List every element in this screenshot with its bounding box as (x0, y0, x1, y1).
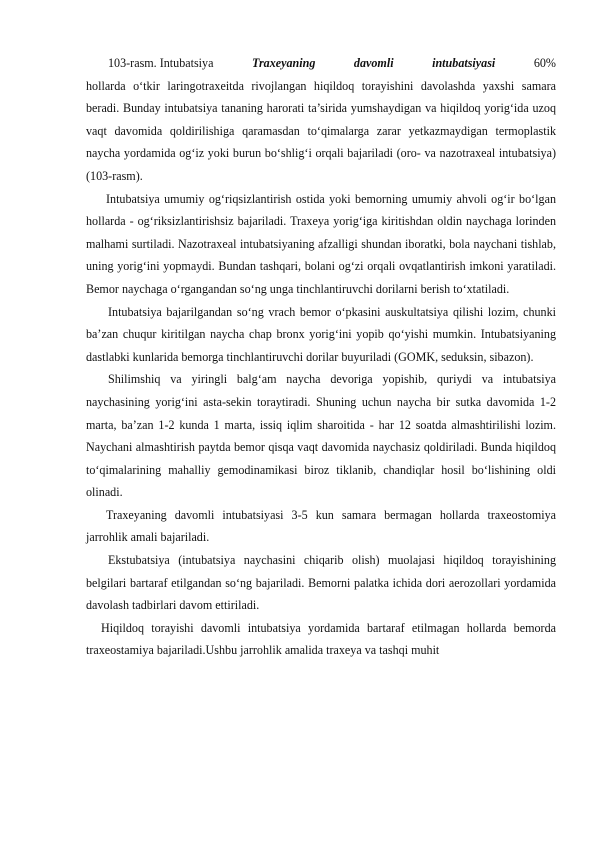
emphasis-word: Traxeyaning (252, 56, 316, 70)
emphasis-word: davomli (353, 56, 394, 70)
paragraph-6: Ekstubatsiya (intubatsiya naychasini chiqarib olish) muolajasi hiqildoq torayishining belgilari bartaraf etilgandan so‘ng bajariladi. Bemorni palatka ichida dori aerozollari yordamida davolash tadbirlari davom ettiriladi. (86, 553, 556, 613)
document-page (86, 52, 556, 662)
paragraph-5: Traxeyaning davomli intubatsiyasi 3-5 kun samara bermagan hollarda traxeostomiya jarrohlik amali bajariladi. (86, 507, 556, 545)
paragraph-1-first-line (86, 52, 556, 75)
paragraph-3: Intubatsiya bajarilgandan so‘ng vrach bemor o‘pkasini auskultatsiya qilishi lozim, chunki ba’zan chuqur kiritilgan naycha chap bronx yorig‘ini yopib qo‘yishi mumkin. Intubatsiyaning dastlabki kunlarida bemorga tinchlantiruvchi dorilar buyuriladi (GOMK, seduksin, sibazon). (86, 304, 556, 364)
paragraph-2: Intubatsiya umumiy og‘riqsizlantirish ostida yoki bemorning umumiy ahvoli og‘ir bo‘lgan hollarda - og‘riksizlantirishsiz bajariladi. Traxeya yorig‘iga kiritishdan oldin naychaga lorinden malhami surtiladi. Nazotraxeal intubatsiyaning afzalligi shundan iboratki, bola naychani tishlab, uning yorig‘ini yopmaydi. Bundan tashqari, bolani og‘zi orqali ovqatlantirish imkoni yaratiladi. Bemor naychaga o‘rgangandan so‘ng unga tinchlantiruvchi dorilarni berish to‘xtatiladi. (86, 191, 556, 296)
percent-value: 60% (533, 56, 556, 70)
paragraph-7: Hiqildoq torayishi davomli intubatsiya yordamida bartaraf etilmagan hollarda bemorda traxeostamiya bajariladi.Ushbu jarrohlik amalida traxeya va tashqi muhit (86, 620, 556, 658)
paragraph-4: Shilimshiq va yiringli balg‘am naycha devoriga yopishib, quriydi va intubatsiya naychasining yorig‘ini asta-sekin toraytiradi. Shuning uchun naycha bir sutka davomida 1-2 marta, ba’zan 1-2 kunda 1 marta, issiq iqlim sharoitida - har 12 soatda almashtirilishi lozim. Naychani almashtirish paytda bemor qisqa vaqt davomida naychasiz qoldiriladi. Bunda hiqildoq to‘qimalarining mahalliy gemodinamikasi biroz tiklanib, chandiqlar hosil bo‘lishining oldi olinadi. (86, 372, 556, 500)
emphasis-word: intubatsiyasi (432, 56, 496, 70)
paragraph-1-body: hollarda o‘tkir laringotraxeitda rivojlangan hiqildoq torayishini davolashda yaxshi samara beradi. Bunday intubatsiya tananing harorati ta’sirida yumshaydigan va hiqildoq yorig‘ida uzoq vaqt davomida qoldirilishiga qaramasdan to‘qimalarga zarar yetkazmaydigan termoplastik naycha yordamida og‘iz yoki burun bo‘shlig‘i orqali bajariladi (oro- va nazotraxeal intubatsiya) (103-rasm). (86, 78, 556, 183)
figure-caption: 103-rasm. Intubatsiya (108, 56, 214, 70)
